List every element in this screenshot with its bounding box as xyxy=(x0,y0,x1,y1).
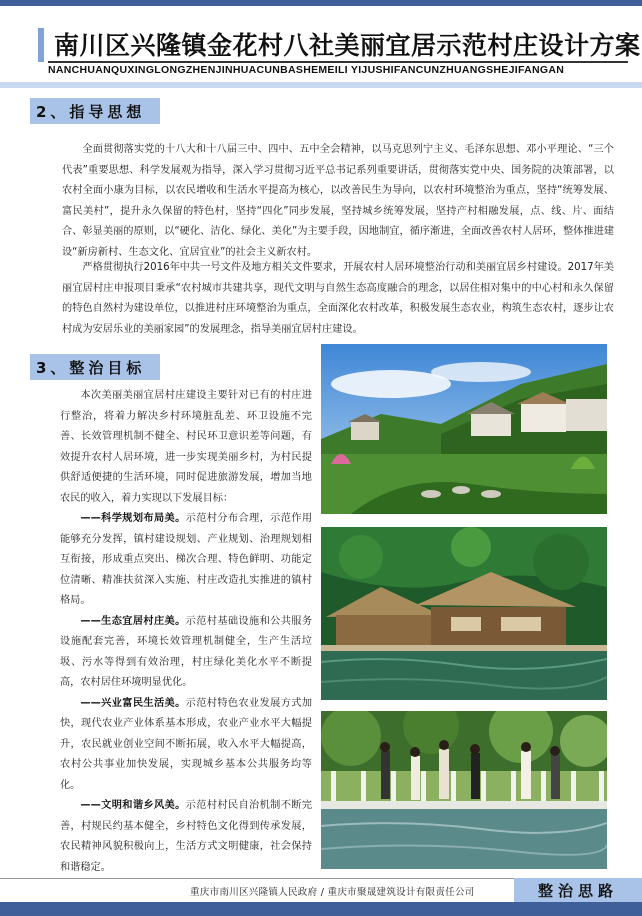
goal-lead: ——生态宜居村庄美。 xyxy=(80,615,186,627)
goal-text: 示范村分布合理，示范作用能够充分发挥，镇村建设规划、产业规划、治理规划相互衔接，形成重点突出、梯次合理、特色鲜明、功能定位清晰、精准扶贫深入实施、村庄改造扎实推进的镇村格局。 xyxy=(60,513,313,606)
goal-lead: ——兴业富民生活美。 xyxy=(80,697,186,709)
goal-lead: ——文明和谐乡风美。 xyxy=(80,800,186,811)
goal-text: 示范村特色农业发展方式加快，现代农业产业体系基本形成，农业产业水平大幅提升，农民就业创业空间不断拓展，收入水平大幅提高，农村公共事业加快发展，实现城乡基本公共服务均等化。 xyxy=(60,697,313,791)
footer-credit: 重庆市南川区兴隆镇人民政府 / 重庆市聚晟建筑设计有限责任公司 xyxy=(190,887,475,898)
goal-item xyxy=(60,509,312,612)
page-title-pinyin: NANCHUANQUXINGLONGZHENJINHUACUNBASHEMEILI YIJUSHIFANCUNZHUANGSHEJIFANGAN xyxy=(48,64,565,76)
guiding-paragraph-1: 全面贯彻落实党的十八大和十八届三中、四中、五中全会精神，以马克思列宁主义、毛泽东思想、邓小平理论、“三个代表”重要思想、科学发展观为指导，深入学习贯彻习近平总书记系列重要讲话，贯彻落实党中央、国务院的决策部署，以农村全面小康为目标，以农民增收和生活水平提高为核心，以改善民生为导向，以农村环境整治为重点，坚持“统筹发展、富民美村”，提升永久保留的特色村，坚持“四化”同步发展，坚持城乡统筹发展，坚持产村相融发展，点、线、片、面结合、彰显美丽的原则，以“硬化、洁化、绿化、美化”为主要手段，因地制宜，循序渐进，全面改善农村人居环，整体推进建设“新房新村、生态文化、宜居宜业”的社会主义新农村。 xyxy=(62,144,614,258)
goal-item xyxy=(60,796,312,878)
bridge-people-photo xyxy=(321,711,607,869)
goals-text-column xyxy=(60,386,312,878)
section-heading-text: 2、指导思想 xyxy=(36,102,146,121)
goal-item xyxy=(60,612,312,694)
section-heading-guiding-ideology xyxy=(30,98,160,124)
footer-tag-text: 整治思路 xyxy=(537,881,618,900)
header-band xyxy=(0,82,642,88)
goal-lead: ——科学规划布局美。 xyxy=(80,513,186,524)
goals-intro: 本次美丽美丽宜居村庄建设主要针对已有的村庄进行整治，将着力解决乡村环境脏乱差、环卫设施不完善、长效管理机制不健全、村民环卫意识差等问题，有效提升农村人居环境，进一步实现美丽乡村，为村民提供舒适便捷的生活环境，同时促进旅游发展，增加当地农民的收入，着力实现以下发展目标： xyxy=(60,390,312,504)
page-title: 南川区兴隆镇金花村八社美丽宜居示范村庄设计方案 xyxy=(54,31,641,60)
goal-text: 示范村村民自治机制不断完善，村规民约基本健全，乡村特色文化得到传承发展，农民精神风貌积极向上，生活方式文明健康，社会保持和谐稳定。 xyxy=(60,800,313,873)
goal-item xyxy=(60,694,312,797)
section-heading-text: 3、整治目标 xyxy=(36,358,146,377)
goal-text: 示范村基础设施和公共服务设施配套完善，环境长效管理机制健全，生产生活垃圾、污水等得到有效治理，村庄绿化美化水平不断提高，农村居住环境明显优化。 xyxy=(60,615,313,688)
guiding-paragraph-2: 严格贯彻执行2016年中共一号文件及地方相关文件要求，开展农村人居环境整治行动和美丽宜居乡村建设。2017年美丽宜居村庄申报项目秉承“农村城市共建共享，现代文明与自然生态高度融合的理念，以居住相对集中的中心村和永久保留的特色自然村为建设单位，以推进村庄环境整治为重点，全面深化农村改革，积极发展生态农业，构筑生态农村，逐步让农村成为安居乐业的美丽家园”的发展理念，指导美丽宜居村庄建设。 xyxy=(62,262,614,335)
pond-pavilion-photo xyxy=(321,527,607,700)
section-heading-goals xyxy=(30,354,160,380)
title-block xyxy=(0,6,642,80)
title-accent-bar xyxy=(38,28,44,62)
bottom-color-bar xyxy=(0,902,642,916)
village-houses-photo xyxy=(321,344,607,514)
footer-section-tag xyxy=(514,878,642,902)
title-underline xyxy=(48,61,628,63)
